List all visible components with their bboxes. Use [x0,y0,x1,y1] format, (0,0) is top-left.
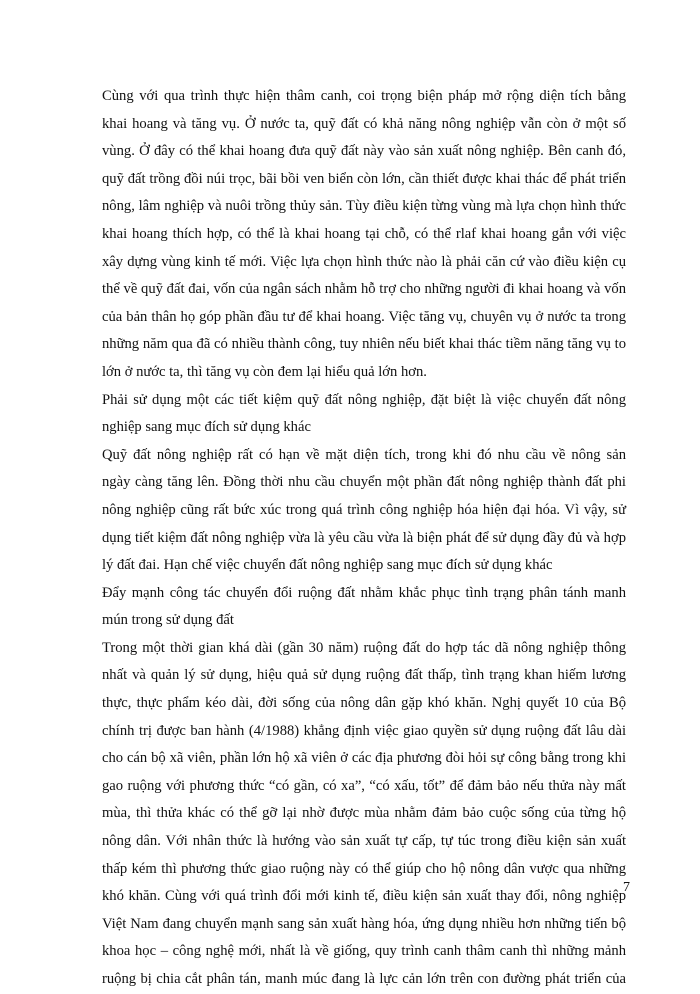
text-line: thể về quỹ đất đai, vốn của ngân sách nhằm hỗ trợ cho những người đi khai hoang và vốn [102,281,626,298]
text-line: mún trong sử dụng đất [102,612,234,629]
text-line: dụng tiết kiệm đất nông nghiệp vừa là yêu cầu vừa là biện phát để sử dụng đầy đủ và hợp [102,529,626,546]
text-line: Cùng với qua trình thực hiện thâm canh, coi trọng biện pháp mở rộng diện tích bằng [102,88,626,104]
text-line: vùng. Ở đây có thể khai hoang đưa quỹ đất này vào sản xuất nông nghiệp. Bên canh đó, [102,143,626,160]
body-text [102,83,626,994]
text-line: ngày càng tăng lên. Đồng thời nhu cầu chuyển một phần đất nông nghiệp thành đất phi [102,474,626,491]
text-line: Việt Nam đang chuyển mạnh sang sản xuất hàng hóa, ứng dụng nhiều hơn những tiến bộ [102,915,626,932]
text-line: chính trị được ban hành (4/1988) khẳng định việc giao quyền sử dụng ruộng đất lâu dài [102,722,626,739]
text-line: lớn ở nước ta, thì tăng vụ còn đem lại hiểu quả lớn hơn. [102,363,427,380]
text-line: thấp kém thì phương thức giao ruộng này có thể giúp cho hộ nông dân vược qua những [102,860,626,877]
text-line: khó khăn. Cùng với quá trình đổi mới kinh tế, điều kiện sản xuất thay đổi, nông nghiệp [102,888,626,905]
text-line: Quỹ đất nông nghiệp rất có hạn về mặt diện tích, trong khi đó nhu cầu về nông sản [102,446,626,463]
text-line: khoa học – công nghệ mới, nhất là về giống, quy trình canh thâm canh thì những mảnh [102,943,626,960]
paragraph-cooperative-history [102,635,626,994]
text-line: khai hoang và tăng vụ. Ở nước ta, quỹ đất có khả năng nông nghiệp vẫn còn ở một số [102,115,626,132]
paragraph-save-land-heading [102,387,626,442]
text-line: nghiệp sang mục đích sử dụng khác [102,419,311,436]
text-line: xây dựng vùng kinh tế mới. Việc lựa chọn hình thức nào là phải căn cứ vào điều kiện cụ [102,253,626,270]
text-line: Đẩy mạnh công tác chuyển đổi ruộng đất nhằm khắc phục tình trạng phân tánh manh [102,584,626,601]
text-line: ruộng bị chia cắt phân tán, manh múc đang là lực cản lớn trên con đường phát triển của [102,971,626,987]
text-line: nhất và quản lý sử dụng, hiệu quả sử dụng ruộng đất thấp, tình trạng khan hiếm lương [102,667,626,684]
paragraph-land-consolidation-heading [102,580,626,635]
text-line: cho cán bộ xã viên, phần lớn hộ xã viên ở các địa phương đòi hỏi sự công bằng trong khi [102,750,626,767]
text-line: nông, lâm nghiệp và nuôi trồng thủy sản. Tùy điều kiện từng vùng mà lựa chọn hình thức [102,198,626,215]
text-line: Phải sử dụng một các tiết kiệm quỹ đất nông nghiệp, đặt biệt là việc chuyển đất nông [102,391,626,408]
text-line: lý đất đai. Hạn chế việc chuyển đất nông nghiệp sang mục đích sử dụng khác [102,557,553,574]
text-line: thực, thực phẩm kéo dài, đời sống của nông dân gặp khó khăn. Nghị quyết 10 của Bộ [102,695,626,712]
text-line: nông dân. Với nhân thức là hướng vào sản xuất tự cấp, tự túc trong điều kiện sản xuất [102,833,626,850]
text-line: của bản thân họ góp phần đầu tư để khai hoang. Việc tăng vụ, chuyên vụ ở nước ta trong [102,308,626,325]
text-line: gao ruộng với phương thức “có gần, có xa”, “có xấu, tốt” để đảm bảo nếu thửa này mất [102,777,626,794]
text-line: nông nghiệp cũng rất bức xúc trong quá trình công nghiệp hóa hiện đại hóa. Vì vậy, sử [102,501,626,518]
page-number: 7 [623,880,630,895]
text-line: những năm qua đã có nhiều thành công, tuy nhiên nếu biết khai thác tiềm năng tăng vụ to [102,336,626,353]
paragraph-land-reclamation [102,83,626,387]
text-line: khai hoang thích hợp, có thể là khai hoang tại chỗ, có thể rlaf khai hoang gắn với việc [102,225,626,242]
paragraph-land-limited [102,442,626,580]
text-line: quỹ đất trồng đồi núi trọc, bãi bồi ven biển còn lớn, cần thiết được khai thác để phát triển [102,170,626,187]
text-line: mùa, thì thửa khác có thể gỡ lại nhờ được mùa nhằm đảm bảo cuộc sống của từng hộ [102,805,626,822]
text-line: Trong một thời gian khá dài (gần 30 năm) ruộng đất do hợp tác dã nông nghiệp thông [102,639,626,656]
